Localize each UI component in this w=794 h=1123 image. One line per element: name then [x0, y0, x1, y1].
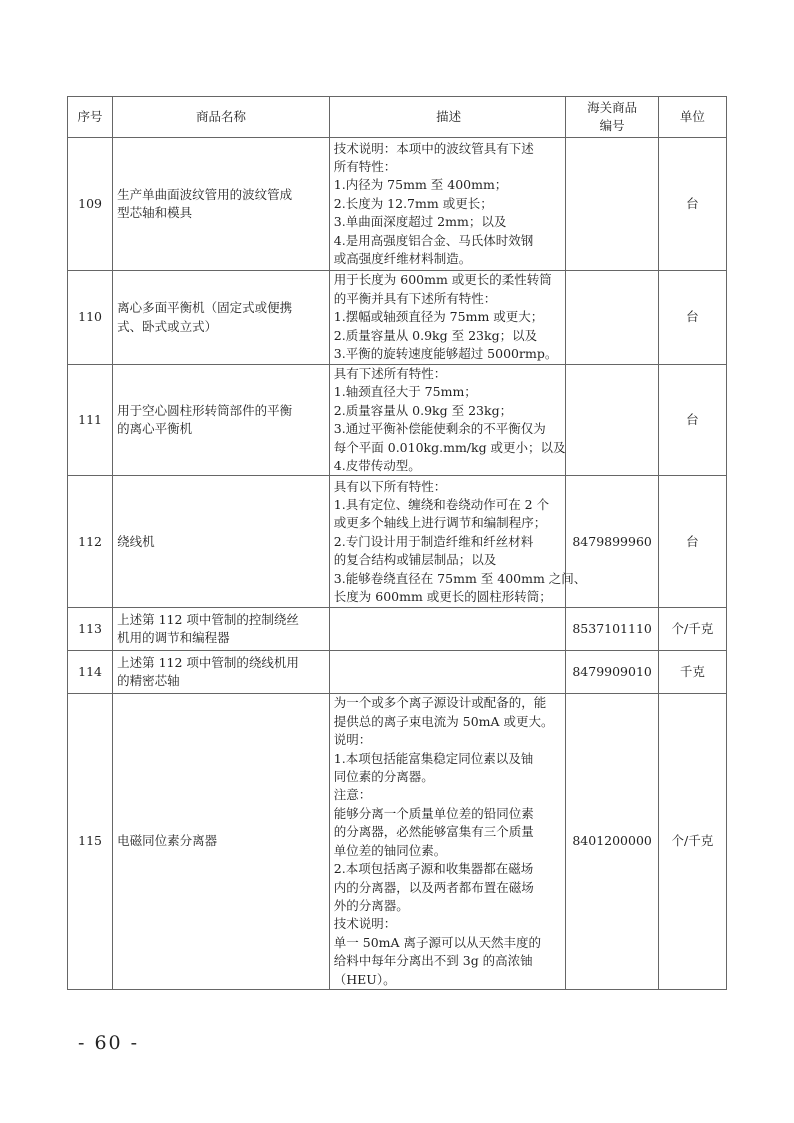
description-line: 所有特性： [333, 158, 397, 174]
unit-cell: 千克 [658, 651, 726, 694]
table-row [68, 608, 727, 651]
name-line: 上述第 112 项中管制的控制绕丝 [117, 612, 299, 628]
description-line: 2.长度为 12.7mm 或更长； [333, 195, 493, 211]
serial-cell: 111 [68, 365, 113, 476]
customs-code-cell: 8401200000 [566, 694, 658, 990]
table-row [68, 476, 727, 608]
customs-code-cell: 8479909010 [566, 651, 658, 694]
customs-code-cell [566, 365, 658, 476]
description-cell [329, 365, 566, 476]
customs-code-cell: 8479899960 [566, 476, 658, 608]
page-number: - 60 - [78, 1032, 140, 1054]
name-line: 离心多面平衡机（固定式或便携 [117, 300, 293, 316]
table-row [68, 271, 727, 365]
description-line: 3.通过平衡补偿能使剩余的不平衡仅为 [333, 421, 546, 437]
description-line: 2.本项包括离子源和收集器都在磁场 [333, 861, 534, 877]
description-line: 1.摆幅或轴颈直径为 75mm 或更大； [333, 309, 544, 325]
description-line: 3.平衡的旋转速度能够超过 5000rmp。 [333, 346, 558, 362]
name-line: 绕线机 [117, 533, 155, 549]
unit-cell: 台 [658, 138, 726, 271]
name-cell [113, 365, 330, 476]
table-row [68, 365, 727, 476]
name-line: 式、卧式或立式） [117, 318, 218, 334]
description-line: 1.具有定位、缠绕和卷绕动作可在 2 个 [333, 496, 550, 512]
serial-cell: 114 [68, 651, 113, 694]
description-line: 的平衡并具有下述所有特性： [333, 290, 497, 306]
name-line: 电磁同位素分离器 [117, 833, 218, 849]
header-code-line: 海关商品 [587, 99, 638, 115]
description-line: 为一个或多个离子源设计或配备的，能 [333, 695, 547, 711]
name-cell [113, 476, 330, 608]
description-line: 1.本项包括能富集稳定同位素以及铀 [333, 750, 534, 766]
description-line: 每个平面 0.010kg.mm/kg 或更小；以及 [333, 439, 566, 455]
name-line: 型芯轴和模具 [117, 205, 193, 220]
header-code-line: 编号 [599, 118, 625, 133]
name-cell [113, 138, 330, 271]
description-line: 具有以下所有特性： [333, 478, 447, 494]
description-line: 给料中每年分离出不到 3g 的高浓铀 [333, 953, 533, 969]
description-line: 3.单曲面深度超过 2mm；以及 [333, 214, 507, 230]
customs-code-cell [566, 271, 658, 365]
description-line: 2.质量容量从 0.9kg 至 23kg；以及 [333, 327, 538, 343]
description-line: 用于长度为 600mm 或更长的柔性转筒 [333, 272, 552, 288]
description-cell [329, 271, 566, 365]
customs-code-cell: 8537101110 [566, 608, 658, 651]
name-line: 的离心平衡机 [117, 421, 193, 437]
serial-cell: 112 [68, 476, 113, 608]
description-line: 或高强度纤维材料制造。 [333, 251, 472, 267]
description-line: 技术说明： [333, 916, 397, 932]
header-customs-code [566, 97, 658, 138]
description-line: 4.皮带传动型。 [333, 458, 421, 474]
description-line: 的复合结构或铺层制品；以及 [333, 552, 497, 568]
name-cell [113, 271, 330, 365]
header-serial: 序号 [68, 97, 113, 138]
customs-code-cell [566, 138, 658, 271]
description-line: 具有下述所有特性： [333, 366, 447, 381]
description-line: 单一 50mA 离子源可以从天然丰度的 [333, 934, 542, 950]
description-line: 技术说明：本项中的波纹管具有下述 [333, 140, 534, 156]
header-unit: 单位 [658, 97, 726, 138]
serial-cell: 113 [68, 608, 113, 651]
table-row [68, 138, 727, 271]
name-line: 用于空心圆柱形转筒部件的平衡 [117, 402, 293, 418]
header-description: 描述 [329, 97, 566, 138]
description-line: 说明： [333, 732, 372, 748]
description-line: 2.专门设计用于制造纤维和纤丝材料 [333, 533, 534, 549]
description-line: 或更多个轴线上进行调节和编制程序； [333, 515, 547, 531]
name-line: 上述第 112 项中管制的绕线机用 [117, 655, 299, 671]
description-line: 长度为 600mm 或更长的圆柱形转筒； [333, 588, 552, 604]
unit-cell: 个/千克 [658, 694, 726, 990]
description-line: 外的分离器。 [333, 897, 409, 913]
name-line: 的精密芯轴 [117, 673, 180, 689]
unit-cell: 个/千克 [658, 608, 726, 651]
description-cell [329, 476, 587, 608]
table-row [68, 694, 727, 990]
description-line: 1.内径为 75mm 至 400mm； [333, 177, 508, 193]
unit-cell: 台 [658, 476, 726, 608]
description-line: 1.轴颈直径大于 75mm； [333, 384, 477, 400]
description-line: 3.能够卷绕直径在 75mm 至 400mm 之间、 [333, 570, 587, 586]
serial-cell: 109 [68, 138, 113, 271]
table-header-row [68, 97, 727, 138]
description-cell [329, 694, 566, 990]
serial-cell: 110 [68, 271, 113, 365]
description-line: 内的分离器，以及两者都布置在磁场 [333, 879, 534, 895]
description-line: 2.质量容量从 0.9kg 至 23kg； [333, 402, 513, 418]
description-line: 注意： [333, 787, 372, 803]
description-line: 单位差的铀同位素。 [333, 842, 447, 858]
unit-cell: 台 [658, 365, 726, 476]
name-cell [113, 651, 330, 694]
description-cell [329, 138, 566, 271]
name-cell [113, 608, 330, 651]
name-cell [113, 694, 330, 990]
name-line: 机用的调节和编程器 [117, 630, 230, 646]
header-name: 商品名称 [113, 97, 330, 138]
description-line: （HEU）。 [333, 971, 396, 987]
description-line: 4.是用高强度铝合金、马氏体时效钢 [333, 232, 534, 248]
description-line: 能够分离一个质量单位差的铅同位素 [333, 805, 534, 821]
goods-table [67, 96, 727, 990]
description-line: 的分离器，必然能够富集有三个质量 [333, 824, 534, 840]
table-row [68, 651, 727, 694]
name-line: 生产单曲面波纹管用的波纹管成 [117, 186, 293, 202]
unit-cell: 台 [658, 271, 726, 365]
serial-cell: 115 [68, 694, 113, 990]
description-cell [329, 651, 566, 694]
description-line: 同位素的分离器。 [333, 769, 434, 785]
description-cell [329, 608, 566, 651]
description-line: 提供总的离子束电流为 50mA 或更大。 [333, 713, 554, 729]
